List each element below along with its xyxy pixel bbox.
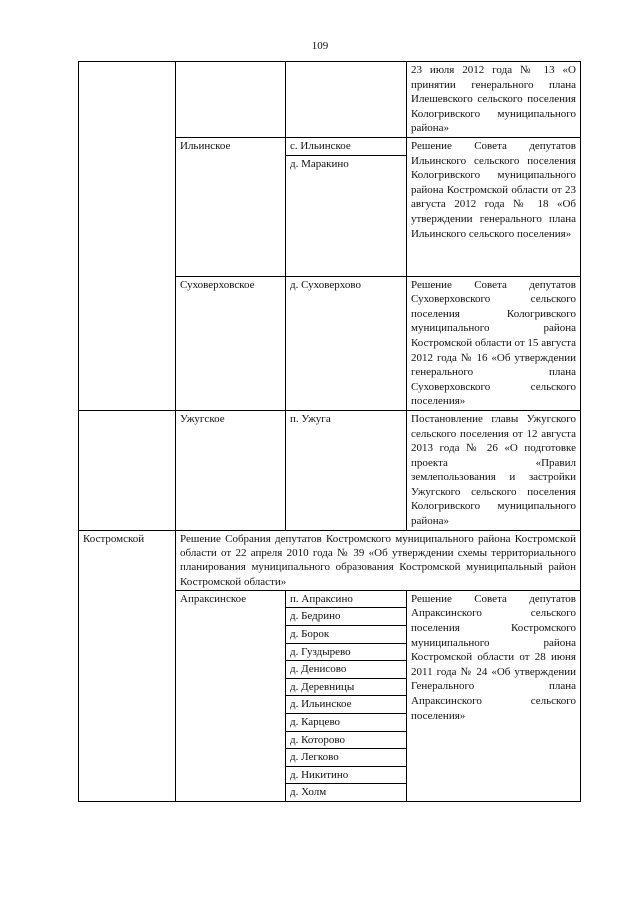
- place-cell: д. Гуздырево: [286, 643, 407, 661]
- place-cell: с. Ильинское: [286, 137, 407, 155]
- settlement-cell: Апраксинское: [176, 590, 286, 801]
- page-number: 109: [311, 40, 329, 52]
- document-cell: Решение Совета депутатов Апраксинского сельского поселения Костромского муниципального района Костромской области от 28 июня 2011 года № 24 «Об утверждении Генерального плана Апраксинского сельского поселения»: [407, 590, 581, 801]
- place-cell: д. Ильинское: [286, 696, 407, 714]
- place-cell: [286, 62, 407, 138]
- territorial-planning-table: [78, 61, 581, 411]
- table-row: [79, 410, 581, 530]
- document-cell: Решение Совета депутатов Суховерховского сельского поселения Кологривского муниципального района Костромской области от 15 августа 2012 года № 16 «Об утверждении генерального плана Суховерховского сельского поселения»: [407, 276, 581, 410]
- territorial-planning-table-continued: [78, 410, 581, 802]
- document-cell: Постановление главы Ужугского сельского поселения от 12 августа 2013 года № 26 «О подготовке проекта «Правил землепользования и застройки Ужугского сельского поселения Кологривского муниципального района»: [407, 410, 581, 530]
- district-cell: [79, 62, 176, 411]
- place-cell: д. Деревницы: [286, 678, 407, 696]
- place-cell: д. Бедрино: [286, 608, 407, 626]
- place-cell: д. Борок: [286, 626, 407, 644]
- place-cell: д. Холм: [286, 784, 407, 802]
- settlement-cell: Ужугское: [176, 410, 286, 530]
- place-cell: д. Карцево: [286, 714, 407, 732]
- place-cell: д. Денисово: [286, 661, 407, 679]
- document-cell: 23 июля 2012 года № 13 «О принятии генерального плана Илешевского сельского поселения Кологривского муниципального района»: [407, 62, 581, 138]
- place-cell: д. Которово: [286, 731, 407, 749]
- settlement-cell: Суховерховское: [176, 276, 286, 410]
- district-name-cell: Костромской: [79, 530, 176, 801]
- table-row: [79, 530, 581, 590]
- table-row: [79, 62, 581, 138]
- district-decision-cell: Решение Собрания депутатов Костромского муниципального района Костромской области от 22 апреля 2010 года № 39 «Об утверждении схемы территориального планирования муниципального образования Костромской муниципальный район Костромской области»: [176, 530, 581, 590]
- place-cell: д. Легково: [286, 749, 407, 767]
- settlement-cell: Ильинское: [176, 137, 286, 276]
- district-cell: [79, 410, 176, 530]
- place-cell: д. Никитино: [286, 766, 407, 784]
- document-cell: Решение Совета депутатов Ильинского сельского поселения Кологривского муниципального района Костромской области от 23 августа 2012 года № 18 «Об утверждении генерального плана Ильинского сельского поселения»: [407, 137, 581, 276]
- place-cell: д. Суховерхово: [286, 276, 407, 410]
- place-cell: д. Маракино: [286, 155, 407, 276]
- place-cell: п. Апраксино: [286, 590, 407, 608]
- settlement-cell: [176, 62, 286, 138]
- place-cell: п. Ужуга: [286, 410, 407, 530]
